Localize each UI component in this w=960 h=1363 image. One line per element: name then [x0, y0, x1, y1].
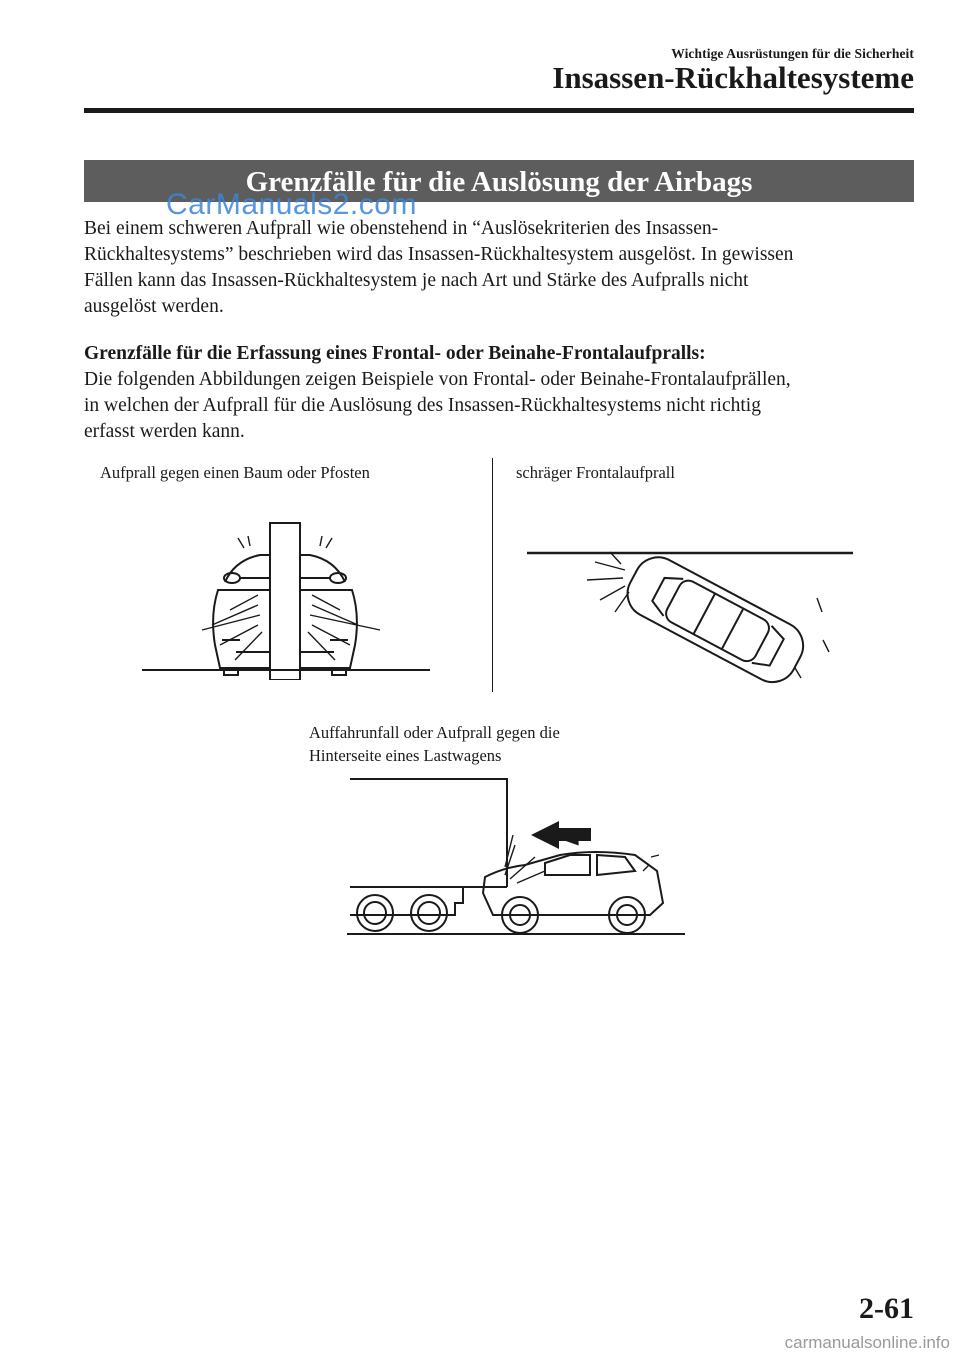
truck-wheel — [411, 895, 447, 931]
chapter-title: Insassen-Rückhaltesysteme — [552, 60, 914, 95]
site-watermark: carmanualsonline.info — [784, 1333, 950, 1352]
frontal-heading: Grenzfälle für die Erfassung eines Frontal- oder Beinahe-Frontalaufpralls: — [84, 343, 706, 364]
angled-caption: schräger Frontalaufprall — [516, 463, 675, 482]
impact-lines — [587, 552, 829, 678]
figure-divider — [492, 458, 493, 692]
rear-caption-line: Hinterseite eines Lastwagens — [309, 746, 502, 765]
angled-collision-illustration — [525, 540, 855, 685]
truck — [350, 779, 507, 931]
watermark: CarManuals2.com — [166, 188, 417, 221]
intro-line: Bei einem schweren Aufprall wie obenstehend in “Auslösekriterien des Insassen- — [84, 218, 719, 239]
pole — [270, 523, 300, 680]
rear-end-collision-illustration — [345, 775, 690, 940]
arrow-head — [531, 821, 559, 849]
rear-caption — [309, 721, 560, 767]
truck-wheel — [357, 895, 393, 931]
frontal-line: erfasst werden kann. — [84, 421, 245, 442]
frontal-line: in welchen der Aufprall für die Auslösung des Insassen-Rückhaltesystems nicht richtig — [84, 395, 761, 416]
intro-line: ausgelöst werden. — [84, 296, 224, 317]
frontal-line: Die folgenden Abbildungen zeigen Beispiele von Frontal- oder Beinahe-Frontalaufprällen, — [84, 369, 791, 390]
intro-line: Rückhaltesystems” beschrieben wird das Insassen-Rückhaltesystem ausgelöst. In gewissen — [84, 244, 794, 265]
arrow-shaft — [557, 828, 591, 841]
section-title: Wichtige Ausrüstungen für die Sicherheit — [671, 46, 914, 61]
car-top-view — [619, 549, 811, 685]
frontal-paragraph — [84, 367, 919, 445]
pole-collision-illustration — [140, 520, 435, 680]
rear-caption-line: Auffahrunfall oder Aufprall gegen die — [309, 723, 560, 742]
intro-paragraph — [84, 216, 919, 320]
section-banner: Grenzfälle für die Auslösung der Airbags — [84, 160, 914, 202]
header-rule — [84, 108, 914, 113]
intro-line: Fällen kann das Insassen-Rückhaltesystem je nach Art und Stärke des Aufpralls nicht — [84, 270, 749, 291]
tree-caption: Aufprall gegen einen Baum oder Pfosten — [100, 463, 370, 482]
car-side-view — [483, 852, 663, 933]
page-number: 2-61 — [859, 1292, 914, 1325]
